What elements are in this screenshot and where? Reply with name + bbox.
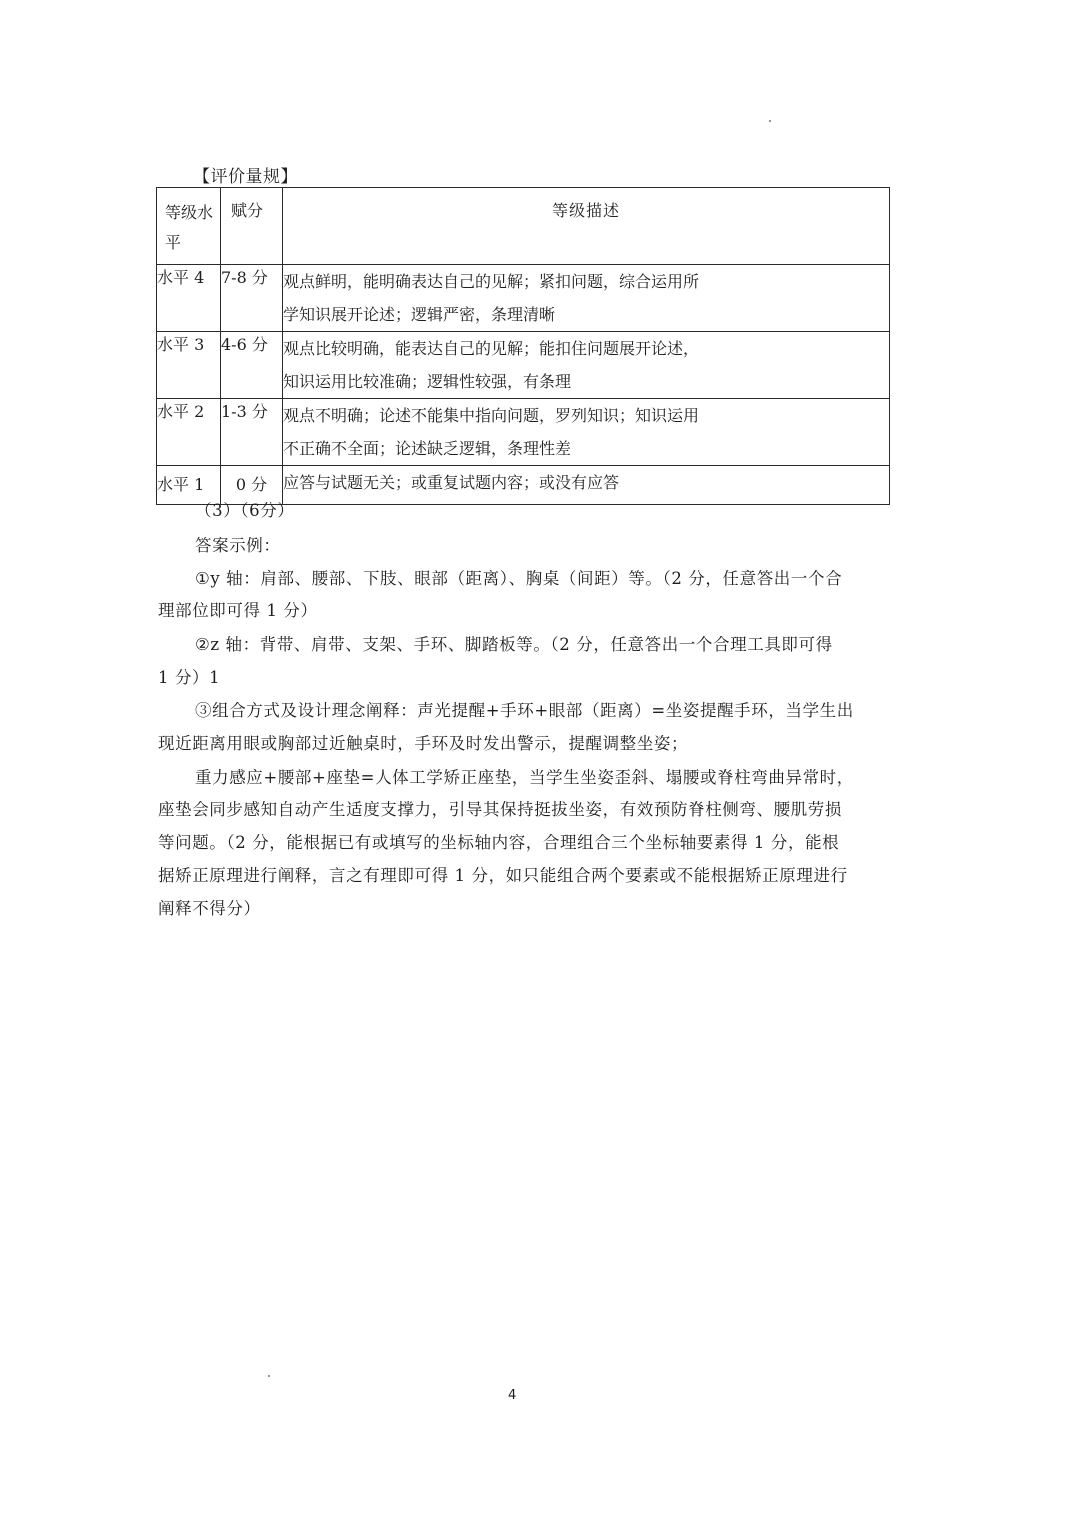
- scan-dot: [769, 120, 771, 122]
- description-line: 观点不明确；论述不能集中指向问题，罗列知识；知识运用: [283, 406, 700, 425]
- answer-line: ②z 轴：背带、肩带、支架、手环、脚踏板等。（2 分，任意答出一个合理工具即可得: [195, 635, 833, 654]
- answer-line: 座垫会同步感知自动产生适度支撑力，引导其保持挺拔坐姿，有效预防脊柱侧弯、腰肌劳损: [158, 800, 842, 819]
- header-score: 赋分: [221, 188, 283, 265]
- level-cell: 水平 1: [157, 466, 221, 505]
- table-header-row: [157, 188, 890, 265]
- answer-line: ③组合方式及设计理念阐释：声光提醒+手环+眼部（距离）=坐姿提醒手环，当学生出: [195, 701, 854, 720]
- answer-line: 现近距离用眼或胸部过近触桌时，手环及时发出警示，提醒调整坐姿；: [158, 734, 689, 753]
- scan-dot: [268, 1375, 270, 1377]
- answer-line: 阐释不得分）: [158, 899, 261, 918]
- answer-line: 据矫正原理进行阐释，言之有理即可得 1 分，如只能组合两个要素或不能根据矫正原理进行: [158, 866, 848, 885]
- answer-line: 1 分）1: [158, 668, 221, 687]
- level-cell: 水平 3: [157, 332, 221, 399]
- score-cell: 4-6 分: [221, 332, 283, 399]
- description-line: 不正确不全面；论述缺乏逻辑，条理性差: [283, 439, 572, 458]
- description-line: 知识运用比较准确；逻辑性较强，有条理: [283, 372, 572, 391]
- header-description: 等级描述: [283, 188, 890, 265]
- description-line: 学知识展开论述；逻辑严密，条理清晰: [283, 305, 556, 324]
- description-cell: [283, 466, 890, 505]
- rubric-title: 【评价量规】: [193, 167, 298, 187]
- score-cell: 7-8 分: [221, 265, 283, 332]
- description-cell: [283, 265, 890, 332]
- answer-line: ①y 轴：肩部、腰部、下肢、眼部（距离）、胸桌（间距）等。（2 分，任意答出一个合: [195, 569, 843, 588]
- description-line: 观点鲜明，能明确表达自己的见解；紧扣问题，综合运用所: [283, 272, 700, 291]
- score-cell: 0 分: [221, 466, 283, 505]
- rubric-table: [156, 187, 890, 505]
- table-row: [157, 399, 890, 466]
- level-cell: 水平 4: [157, 265, 221, 332]
- table-row: [157, 332, 890, 399]
- description-line: 应答与试题无关；或重复试题内容；或没有应答: [283, 473, 620, 492]
- description-cell: [283, 332, 890, 399]
- example-label: 答案示例：: [195, 536, 281, 555]
- description-cell: [283, 399, 890, 466]
- answer-line: 理部位即可得 1 分）: [158, 601, 318, 620]
- table-row: [157, 265, 890, 332]
- answer-line: 等问题。（2 分，能根据已有或填写的坐标轴内容，合理组合三个坐标轴要素得 1 分，能根: [158, 833, 840, 852]
- description-line: 观点比较明确，能表达自己的见解；能扣住问题展开论述，: [283, 339, 700, 358]
- level-cell: 水平 2: [157, 399, 221, 466]
- score-cell: 1-3 分: [221, 399, 283, 466]
- page-number: 4: [508, 1388, 517, 1403]
- part-label: （3）（6分）: [195, 501, 295, 520]
- answer-line: 重力感应+腰部+座垫=人体工学矫正座垫，当学生坐姿歪斜、塌腰或脊柱弯曲异常时，: [195, 768, 854, 787]
- header-level: 等级水平: [157, 188, 221, 265]
